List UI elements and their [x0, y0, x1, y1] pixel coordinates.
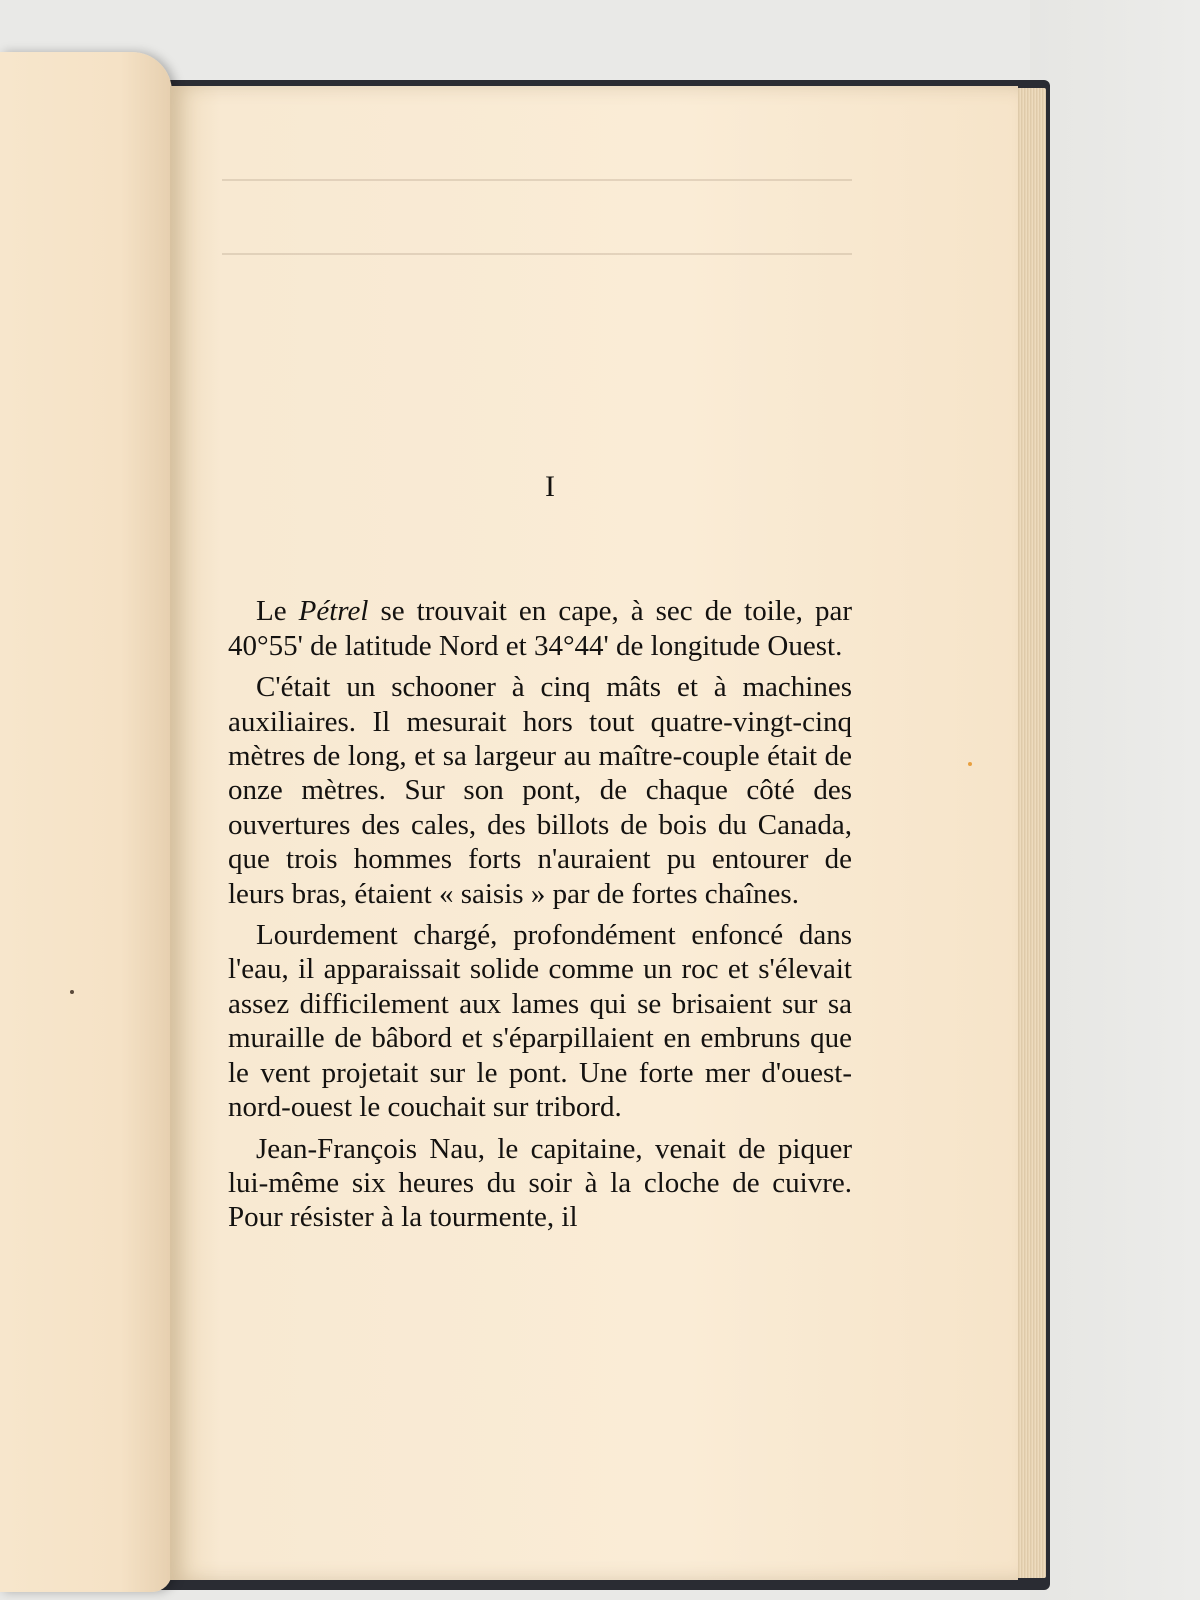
chapter-number: I: [545, 470, 555, 503]
paragraph-1-lead: Le: [256, 595, 299, 628]
show-through-rule-top: [222, 179, 852, 181]
show-through-header: [222, 175, 852, 265]
paragraph-4: Jean-François Nau, le capitaine, venait de piquer lui-même six heures du soir à la cloche de cuivre. Pour résister à la tourmente, il: [228, 1132, 852, 1234]
background-surface: [1030, 0, 1200, 1600]
paragraph-3: Lourdement chargé, profondément enfoncé dans l'eau, il apparaissait solide comme un roc et s'élevait assez difficilement aux lames qui se brisaient sur sa muraille de bâbord et s'éparpillaient en embruns que le vent projetait sur le pont. Une forte mer d'ouest-nord-ouest le couchait sur tribord.: [228, 919, 852, 1124]
paragraph-1: [228, 594, 852, 663]
speck-right: [968, 762, 972, 766]
speck-left: [70, 990, 74, 994]
paragraph-1-rest: se trouvait en cape, à sec de toile, par 40°55' de latitude Nord et 34°44' de longitude Ouest.: [228, 595, 853, 662]
ship-name: Pétrel: [298, 595, 369, 628]
page-text: [228, 470, 852, 1242]
paragraph-2: C'était un schooner à cinq mâts et à machines auxiliaires. Il mesurait hors tout quatre-vingt-cinq mètres de long, et sa largeur au maître-couple était de onze mètres. Sur son pont, de chaque côté des ouvertures des cales, des billots de bois du Canada, que trois hommes forts n'auraient pu entourer de leurs bras, étaient « saisis » par de fortes chaînes.: [228, 671, 852, 910]
show-through-rule-bottom: [222, 253, 852, 255]
left-page: [0, 52, 172, 1592]
